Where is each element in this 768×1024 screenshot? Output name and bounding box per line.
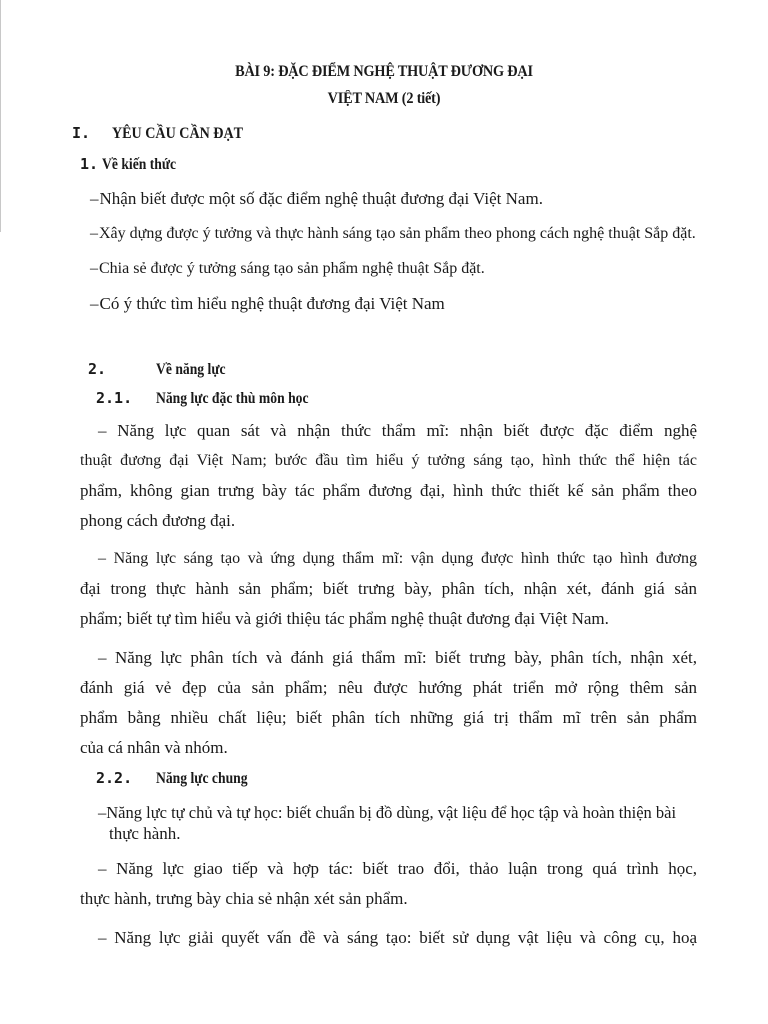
paragraph-problem-solving [80,923,697,953]
knowledge-bullet-4: –Có ý thức tìm hiểu nghệ thuật đương đại Việt Nam [90,294,445,313]
paragraph-line: thực hành, trưng bày chia sẻ nhận xét sản phẩm. [80,889,408,908]
general-competence-item-1-line-2: thực hành. [109,824,181,843]
paragraph-line: đại trong thực hành sản phẩm; biết trưng bày, phân tích, nhận xét, đánh giá sản [80,579,697,598]
section-1-heading [72,124,261,143]
paragraph-line: phẩm bằng nhiều chất liệu; biết phân tích những giá trị thẩm mĩ trên sản phẩm [80,708,697,727]
paragraph-line: – Năng lực giải quyết vấn đề và sáng tạo: biết sử dụng vật liệu và công cụ, hoạ [98,928,697,947]
paragraph-line: – Năng lực phân tích và đánh giá thẩm mĩ: biết trưng bày, phân tích, nhận xét, [98,648,697,667]
paragraph-line: – Năng lực sáng tạo và ứng dụng thẩm mĩ: vận dụng được hình thức tạo hình đương [98,550,697,567]
knowledge-bullet-3-text: Chia sẻ được ý tưởng sáng tạo sản phẩm nghệ thuật Sắp đặt. [99,260,485,277]
paragraph-line: phẩm; biết tự tìm hiểu và giới thiệu tác phẩm nghệ thuật đương đại Việt Nam. [80,609,609,628]
knowledge-bullet-4-text: Có ý thức tìm hiểu nghệ thuật đương đại Việt Nam [99,294,445,313]
paragraph-line: thuật đương đại Việt Nam; bước đầu tìm hiểu ý tưởng sáng tạo, hình thức thể hiện tác [80,452,697,469]
paragraph-line: của cá nhân và nhóm. [80,738,228,757]
subsection-2-2-number: 2.2. [96,769,133,787]
subsection-2-title: Về năng lực [156,361,226,378]
paragraph-line: đánh giá vẻ đẹp của sản phẩm; nêu được hướng phát triển mở rộng thêm sản [80,678,697,697]
subsection-2-2-title: Năng lực chung [156,770,248,787]
page-edge-rule [0,0,1,232]
paragraph-line: phong cách đương đại. [80,511,236,530]
paragraph-aesthetic-perception [80,416,697,536]
paragraph-line: – Năng lực giao tiếp và hợp tác: biết trao đổi, thảo luận trong quá trình học, [98,859,697,878]
paragraph-aesthetic-analysis [80,643,697,763]
knowledge-bullet-2-text: Xây dựng được ý tưởng và thực hành sáng tạo sản phẩm theo phong cách nghệ thuật Sắp đặt. [99,225,696,242]
knowledge-bullet-3: –Chia sẻ được ý tưởng sáng tạo sản phẩm nghệ thuật Sắp đặt. [90,260,485,277]
subsection-2-2-heading [96,769,260,788]
paragraph-line: – Năng lực quan sát và nhận thức thẩm mĩ: nhận biết được đặc điểm nghệ [98,421,697,440]
subsection-1-heading [80,155,186,174]
subsection-2-1-title: Năng lực đặc thù môn học [156,390,309,407]
section-1-number: I. [72,124,91,142]
subsection-2-heading [88,360,235,379]
paragraph-line: phẩm, không gian trưng bày tác phẩm đương đại, hình thức thiết kế sản phẩm theo [80,481,697,500]
subsection-1-number: 1. [80,155,99,173]
subsection-2-1-heading [96,389,330,408]
knowledge-bullet-2: –Xây dựng được ý tưởng và thực hành sáng tạo sản phẩm theo phong cách nghệ thuật Sắp đặt. [90,225,696,242]
lesson-title-line-2: VIỆT NAM (2 tiết) [327,90,441,107]
knowledge-bullet-1-text: Nhận biết được một số đặc điểm nghệ thuật đương đại Việt Nam. [99,189,543,208]
section-1-title: YÊU CẦU CẦN ĐẠT [112,125,244,142]
subsection-2-number: 2. [88,360,107,378]
subsection-1-title: Về kiến thức [102,156,177,173]
lesson-title-line-1: BÀI 9: ĐẶC ĐIỂM NGHỆ THUẬT ĐƯƠNG ĐẠI [235,63,533,80]
general-competence-item-1-line-1: –Năng lực tự chủ và tự học: biết chuẩn bị đồ dùng, vật liệu để học tập và hoàn thiện bài [98,803,677,822]
knowledge-bullet-1: –Nhận biết được một số đặc điểm nghệ thuật đương đại Việt Nam. [90,189,543,208]
paragraph-creative-application [80,544,697,634]
general-competence-item-1 [98,802,758,844]
paragraph-communication [80,854,697,914]
subsection-2-1-number: 2.1. [96,389,133,407]
